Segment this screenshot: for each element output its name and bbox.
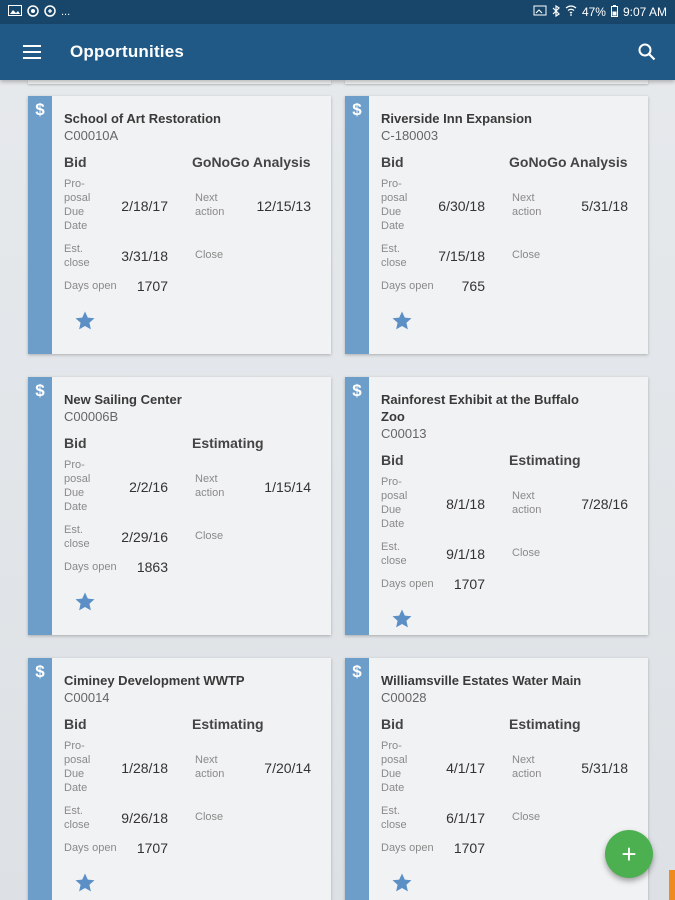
card-band (345, 658, 369, 900)
est-close-label: Est. close (64, 524, 90, 550)
favorite-star-icon[interactable] (74, 872, 96, 894)
opportunity-name: Riverside Inn Expansion (381, 111, 532, 126)
proposal-due-label: Pro- posal Due Date (381, 740, 408, 794)
battery-percent: 47% (581, 5, 606, 19)
status-label: Bid (64, 716, 87, 732)
next-action-label: Next action (195, 473, 225, 499)
proposal-due-label: Pro- posal Due Date (381, 178, 408, 232)
opportunity-card[interactable] (28, 96, 331, 354)
est-close-label: Est. close (64, 805, 90, 831)
opportunity-name: New Sailing Center (64, 392, 182, 407)
close-label: Close (195, 249, 224, 261)
days-open-label: Days open (381, 842, 434, 854)
favorite-star-icon[interactable] (391, 310, 413, 332)
edge-indicator (669, 870, 675, 900)
stage-label: GoNoGo Analysis (509, 154, 628, 170)
card-body (64, 110, 323, 294)
proposal-due-label: Pro- posal Due Date (381, 476, 408, 530)
opportunity-card[interactable] (28, 658, 331, 900)
favorite-star-icon[interactable] (391, 872, 413, 894)
est-close-date: 3/31/18 (121, 248, 168, 264)
next-action-label: Next action (512, 754, 542, 780)
proposal-due-label: Pro- posal Due Date (64, 740, 91, 794)
est-close-label: Est. close (381, 541, 407, 567)
days-open-label: Days open (381, 578, 434, 590)
opportunity-id: C00006B (64, 409, 119, 424)
card-body (381, 391, 640, 592)
proposal-due-date: 1/28/18 (121, 760, 168, 776)
status-label: Bid (381, 154, 404, 170)
proposal-due-date: 2/2/16 (129, 479, 168, 495)
est-close-date: 2/29/16 (121, 529, 168, 545)
favorite-star-icon[interactable] (74, 591, 96, 613)
card-body (381, 672, 640, 856)
favorite-star-icon[interactable] (74, 310, 96, 332)
opportunity-id: C00013 (381, 426, 427, 441)
favorite-star-icon[interactable] (391, 608, 413, 630)
search-icon (638, 43, 656, 61)
days-open-value: 1707 (453, 576, 485, 592)
opportunity-card[interactable] (28, 377, 331, 635)
dollar-icon: $ (352, 381, 362, 400)
opportunity-name: Rainforest Exhibit at the Buffalo Zoo (381, 392, 579, 424)
next-action-date: 1/15/14 (264, 479, 311, 495)
days-open-label: Days open (64, 561, 117, 573)
status-bar (0, 0, 675, 24)
opportunity-id: C00028 (381, 690, 427, 705)
hamburger-icon (23, 45, 41, 59)
close-label: Close (195, 811, 224, 823)
days-open-label: Days open (381, 280, 434, 292)
stage-label: Estimating (509, 452, 581, 468)
card-band (345, 377, 369, 635)
stage-label: Estimating (192, 716, 264, 732)
dollar-icon: $ (35, 662, 45, 681)
opportunity-card[interactable] (345, 658, 648, 900)
search-button[interactable] (633, 38, 661, 66)
dollar-icon: $ (352, 662, 362, 681)
est-close-date: 6/1/17 (446, 810, 485, 826)
next-action-date: 5/31/18 (581, 198, 628, 214)
card-band (28, 658, 52, 900)
opportunity-id: C00010A (64, 128, 119, 143)
est-close-date: 7/15/18 (438, 248, 485, 264)
est-close-label: Est. close (381, 805, 407, 831)
status-label: Bid (381, 452, 404, 468)
menu-button[interactable] (0, 24, 64, 80)
image-icon (8, 5, 22, 19)
close-label: Close (512, 811, 541, 823)
stage-label: GoNoGo Analysis (192, 154, 311, 170)
status-label: Bid (381, 716, 404, 732)
stage-label: Estimating (509, 716, 581, 732)
days-open-label: Days open (64, 280, 117, 292)
card-band (28, 377, 52, 635)
proposal-due-date: 2/18/17 (121, 198, 168, 214)
next-action-label: Next action (512, 490, 542, 516)
dollar-icon: $ (35, 100, 45, 119)
days-open-label: Days open (64, 842, 117, 854)
icon-3 (44, 5, 56, 20)
card-peek (345, 80, 648, 84)
next-action-date: 5/31/18 (581, 760, 628, 776)
card-body (64, 391, 323, 575)
opportunity-name: Ciminey Development WWTP (64, 673, 245, 688)
next-action-date: 7/20/14 (264, 760, 311, 776)
proposal-due-date: 6/30/18 (438, 198, 485, 214)
card-band (345, 96, 369, 354)
card-band (28, 96, 52, 354)
battery-icon (611, 5, 618, 20)
more-dots-icon: ... (61, 5, 71, 18)
days-open-value: 1707 (136, 840, 168, 856)
days-open-value: 1707 (453, 840, 485, 856)
opportunity-name: School of Art Restoration (64, 111, 221, 126)
days-open-value: 765 (461, 278, 485, 294)
est-close-label: Est. close (64, 243, 90, 269)
app-bar (0, 24, 675, 80)
next-action-date: 12/15/13 (256, 198, 311, 214)
close-label: Close (512, 249, 541, 261)
est-close-label: Est. close (381, 243, 407, 269)
dollar-icon: $ (35, 381, 45, 400)
card-peek (28, 80, 331, 84)
clock: 9:07 AM (622, 5, 667, 19)
days-open-value: 1863 (136, 559, 168, 575)
days-open-value: 1707 (136, 278, 168, 294)
page-title: Opportunities (70, 42, 185, 61)
stage-label: Estimating (192, 435, 264, 451)
next-action-date: 7/28/16 (581, 496, 628, 512)
add-opportunity-button[interactable] (605, 830, 653, 878)
opportunity-card[interactable] (345, 96, 648, 354)
est-close-date: 9/26/18 (121, 810, 168, 826)
cast-icon (533, 5, 547, 19)
dollar-icon: $ (352, 100, 362, 119)
close-label: Close (195, 530, 224, 542)
card-body (381, 110, 640, 294)
next-action-label: Next action (195, 192, 225, 218)
status-label: Bid (64, 154, 87, 170)
proposal-due-label: Pro- posal Due Date (64, 178, 91, 232)
next-action-label: Next action (512, 192, 542, 218)
next-action-label: Next action (195, 754, 225, 780)
card-body (64, 672, 323, 856)
status-label: Bid (64, 435, 87, 451)
proposal-due-label: Pro- posal Due Date (64, 459, 91, 513)
est-close-date: 9/1/18 (446, 546, 485, 562)
close-label: Close (512, 547, 541, 559)
plus-icon: + (621, 838, 637, 869)
opportunity-card[interactable] (345, 377, 648, 635)
wifi-icon (565, 5, 577, 19)
bluetooth-icon (552, 5, 560, 20)
opportunity-name: Williamsville Estates Water Main (381, 673, 582, 688)
icon-2 (27, 5, 39, 20)
opportunity-id: C00014 (64, 690, 110, 705)
proposal-due-date: 4/1/17 (446, 760, 485, 776)
proposal-due-date: 8/1/18 (446, 496, 485, 512)
opportunity-id: C-180003 (381, 128, 439, 143)
